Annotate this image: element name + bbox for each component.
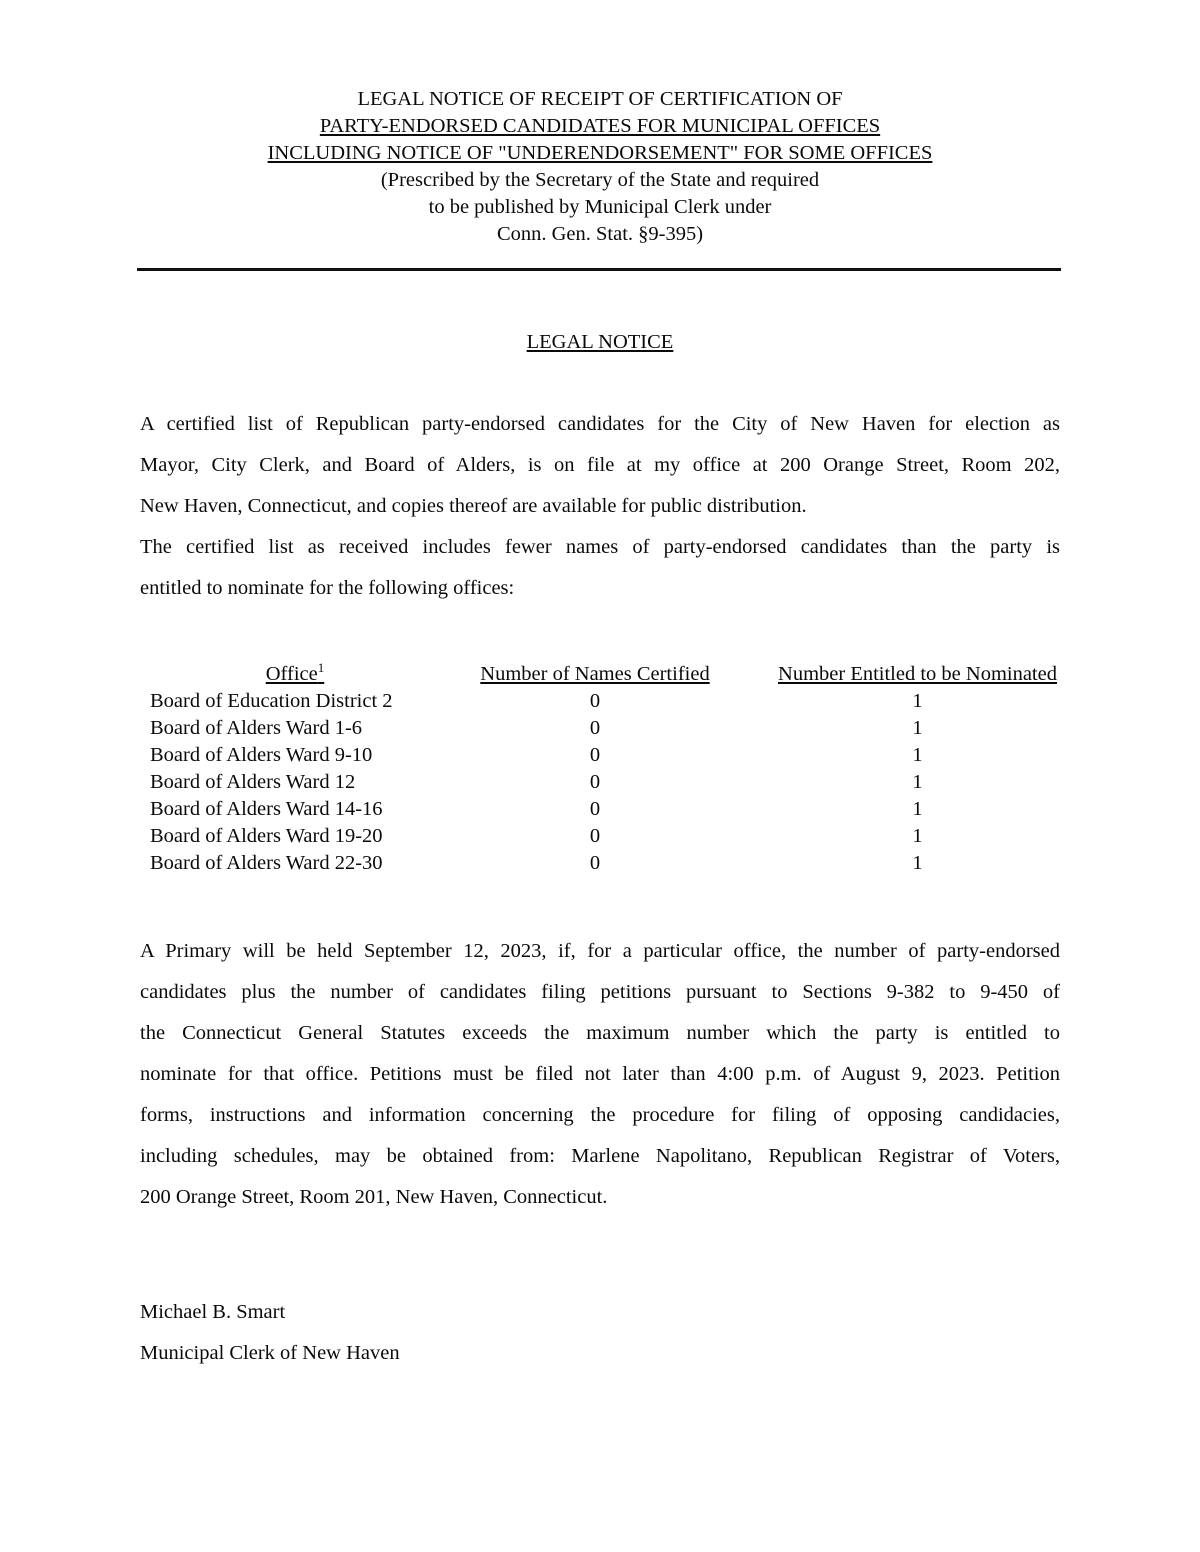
- title-line-2: PARTY-ENDORSED CANDIDATES FOR MUNICIPAL OFFICES: [319, 115, 881, 137]
- title-line-3: INCLUDING NOTICE OF "UNDERENDORSEMENT" FOR SOME OFFICES: [267, 142, 933, 164]
- office-column-header: Office$^1$: [265, 660, 325, 685]
- paragraph-line: The certified list as received includes fewer names of party-endorsed candidates than the party is: [140, 536, 1060, 558]
- paragraph-certified-list: [140, 404, 1060, 609]
- paragraph-line: A Primary will be held September 12, 2023, if, for a particular office, the number of party-endorsed: [140, 940, 1060, 962]
- table-row: [150, 769, 1085, 796]
- nominated-cell: 1: [912, 690, 923, 712]
- paragraph-line: 200 Orange Street, Room 201, New Haven, Connecticut.: [140, 1186, 608, 1208]
- table-row: [150, 688, 1085, 715]
- table-header-row: [150, 661, 1085, 688]
- names-certified-column-header: Number of Names Certified: [480, 663, 710, 685]
- nominated-cell: 1: [912, 798, 923, 820]
- signature-name: Michael B. Smart: [140, 1301, 286, 1323]
- paragraph-primary-info: [140, 931, 1060, 1218]
- paragraph-line: Mayor, City Clerk, and Board of Alders, is on file at my office at 200 Orange Street, Room 202,: [140, 454, 1060, 476]
- table-row: [150, 715, 1085, 742]
- certified-cell: 0: [589, 744, 601, 766]
- table-row: [150, 796, 1085, 823]
- certified-cell: 0: [589, 798, 601, 820]
- office-cell: Board of Alders Ward 1-6: [150, 717, 363, 739]
- legal-notice-heading-text: LEGAL NOTICE: [526, 331, 674, 353]
- nominated-cell: 1: [912, 744, 923, 766]
- title-line-1: LEGAL NOTICE OF RECEIPT OF CERTIFICATION OF: [357, 88, 843, 110]
- office-cell: Board of Alders Ward 14-16: [150, 798, 383, 820]
- office-cell: Board of Alders Ward 19-20: [150, 825, 383, 847]
- nominated-cell: 1: [912, 825, 923, 847]
- nominated-cell: 1: [912, 717, 923, 739]
- legal-notice-heading: [0, 329, 1200, 356]
- paragraph-line: New Haven, Connecticut, and copies thereof are available for public distribution.: [140, 495, 807, 517]
- table-row: [150, 823, 1085, 850]
- table-row: [150, 742, 1085, 769]
- underendorsement-table-block: [150, 661, 1060, 877]
- paragraph-line: A certified list of Republican party-endorsed candidates for the City of New Haven for election as: [140, 413, 1060, 435]
- table-row: [150, 850, 1085, 877]
- certified-cell: 0: [589, 852, 601, 874]
- paragraph-line: candidates plus the number of candidates filing petitions pursuant to Sections 9-382 to 9-450 of: [140, 981, 1060, 1003]
- paragraph-line: nominate for that office. Petitions must be filed not later than 4:00 p.m. of August 9, 2023. Petition: [140, 1063, 1060, 1085]
- title-line-6: Conn. Gen. Stat. §9-395): [496, 223, 704, 245]
- paragraph-line: entitled to nominate for the following offices:: [140, 577, 515, 599]
- office-cell: Board of Alders Ward 22-30: [150, 852, 383, 874]
- office-cell: Board of Education District 2: [150, 690, 393, 712]
- title-line-4: (Prescribed by the Secretary of the State and required: [380, 169, 820, 191]
- nominated-cell: 1: [912, 852, 923, 874]
- title-line-5: to be published by Municipal Clerk under: [428, 196, 772, 218]
- certified-cell: 0: [589, 825, 601, 847]
- certified-cell: 0: [589, 717, 601, 739]
- document-title-block: [0, 0, 1200, 248]
- horizontal-divider: [137, 268, 1061, 271]
- paragraph-line: forms, instructions and information concerning the procedure for filing of opposing candidacies,: [140, 1104, 1060, 1126]
- signature-block: [140, 1292, 1060, 1374]
- signature-title: Municipal Clerk of New Haven: [140, 1342, 400, 1364]
- paragraph-line: the Connecticut General Statutes exceeds the maximum number which the party is entitled to: [140, 1022, 1060, 1044]
- paragraph-line: including schedules, may be obtained from: Marlene Napolitano, Republican Registrar of Voters,: [140, 1145, 1060, 1167]
- certified-cell: 0: [589, 771, 601, 793]
- office-cell: Board of Alders Ward 12: [150, 771, 356, 793]
- office-footnote-mark: 1: [317, 660, 325, 676]
- entitled-nominated-column-header: Number Entitled to be Nominated: [778, 663, 1057, 685]
- certified-cell: 0: [589, 690, 601, 712]
- nominated-cell: 1: [912, 771, 923, 793]
- office-cell: Board of Alders Ward 9-10: [150, 744, 373, 766]
- document-body: [140, 404, 1060, 1374]
- offices-table: [150, 661, 1085, 877]
